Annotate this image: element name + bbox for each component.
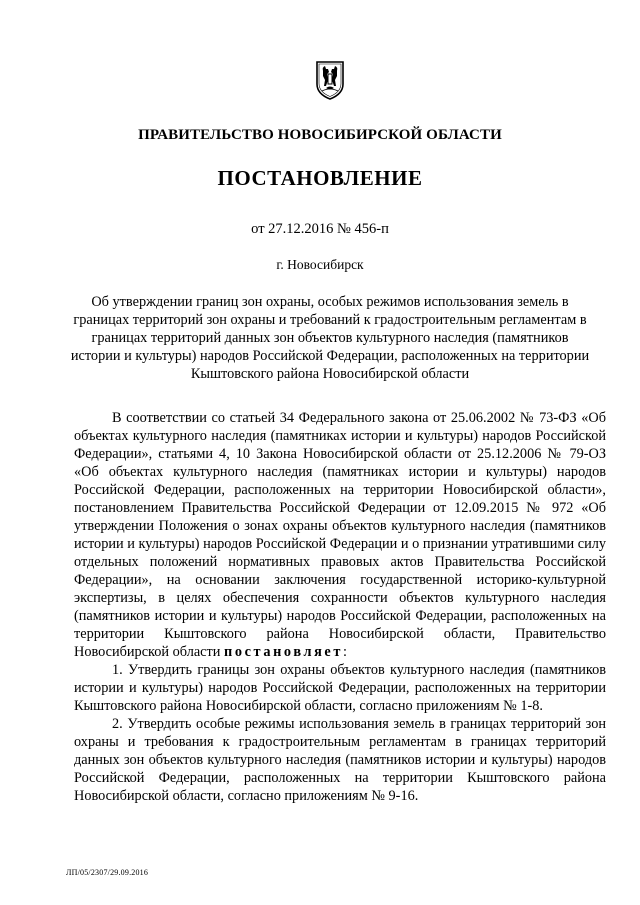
footer-code: ЛП/05/2307/29.09.2016	[66, 868, 149, 877]
novosibirsk-coat-of-arms-icon	[314, 60, 346, 100]
preamble-text: В соответствии со статьей 34 Федерального закона от 25.06.2002 № 73-ФЗ «Об объектах культурного наследия (памятниках истории и культуры) народов Российской Федерации», статьями 4, 10 Закона Новосибирской области от 25.12.2006 № 79-ОЗ «Об объектах культурного наследия (памятниках истории и культуры) народов Российской Федерации, расположенных на территории Новосибирской области», постановлением Правительства Российской Федерации от 12.09.2015 № 972 «Об утверждении Положения о зонах охраны объектов культурного наследия (памятников истории и культуры) народов Российской Федерации и о признании утратившими силу отдельных положений нормативных правовых актов Правительства Российской Федерации», на основании заключения государственной историко-культурной экспертизы, в целях обеспечения сохранности объектов культурного наследия (памятников истории и культуры) народов Российской Федерации, расположенных на территории Кыштовского района Новосибирской области, Правительство Новосибирской области	[74, 410, 607, 660]
item-2-paragraph: 2. Утвердить особые режимы использования земель в границах территорий зон охраны и требования к градостроительным регламентам в границах территорий данных зон объектов культурного наследия (памятников истории и культуры) народов Российской Федерации, расположенных на территории Кыштовского района Новосибирской области, согласно приложениям № 9-16.	[74, 716, 606, 804]
document-type-heading: ПОСТАНОВЛЕНИЕ	[217, 166, 423, 190]
city-line: г. Новосибирск	[276, 257, 364, 272]
preamble-paragraph	[74, 409, 606, 661]
resolves-punct: :	[342, 644, 347, 660]
item-1-paragraph: 1. Утвердить границы зон охраны объектов культурного наследия (памятников истории и культуры) народов Российской Федерации, расположенных на территории Кыштовского района Новосибирской области, согласно приложениям № 1-8.	[74, 662, 606, 714]
document-title: Об утверждении границ зон охраны, особых режимов использования земель в границах территорий зон охраны и требований к градостроительным регламентам в границах территорий данных зон объектов культурного наследия (памятников истории и культуры) народов Российской Федерации, расположенных на территории Кыштовского района Новосибирской области	[70, 294, 590, 382]
resolves-word: постановляет	[224, 644, 343, 660]
document-body	[74, 409, 606, 805]
organization-heading: ПРАВИТЕЛЬСТВО НОВОСИБИРСКОЙ ОБЛАСТИ	[138, 127, 502, 143]
date-number-line: от 27.12.2016 № 456-п	[251, 221, 389, 237]
